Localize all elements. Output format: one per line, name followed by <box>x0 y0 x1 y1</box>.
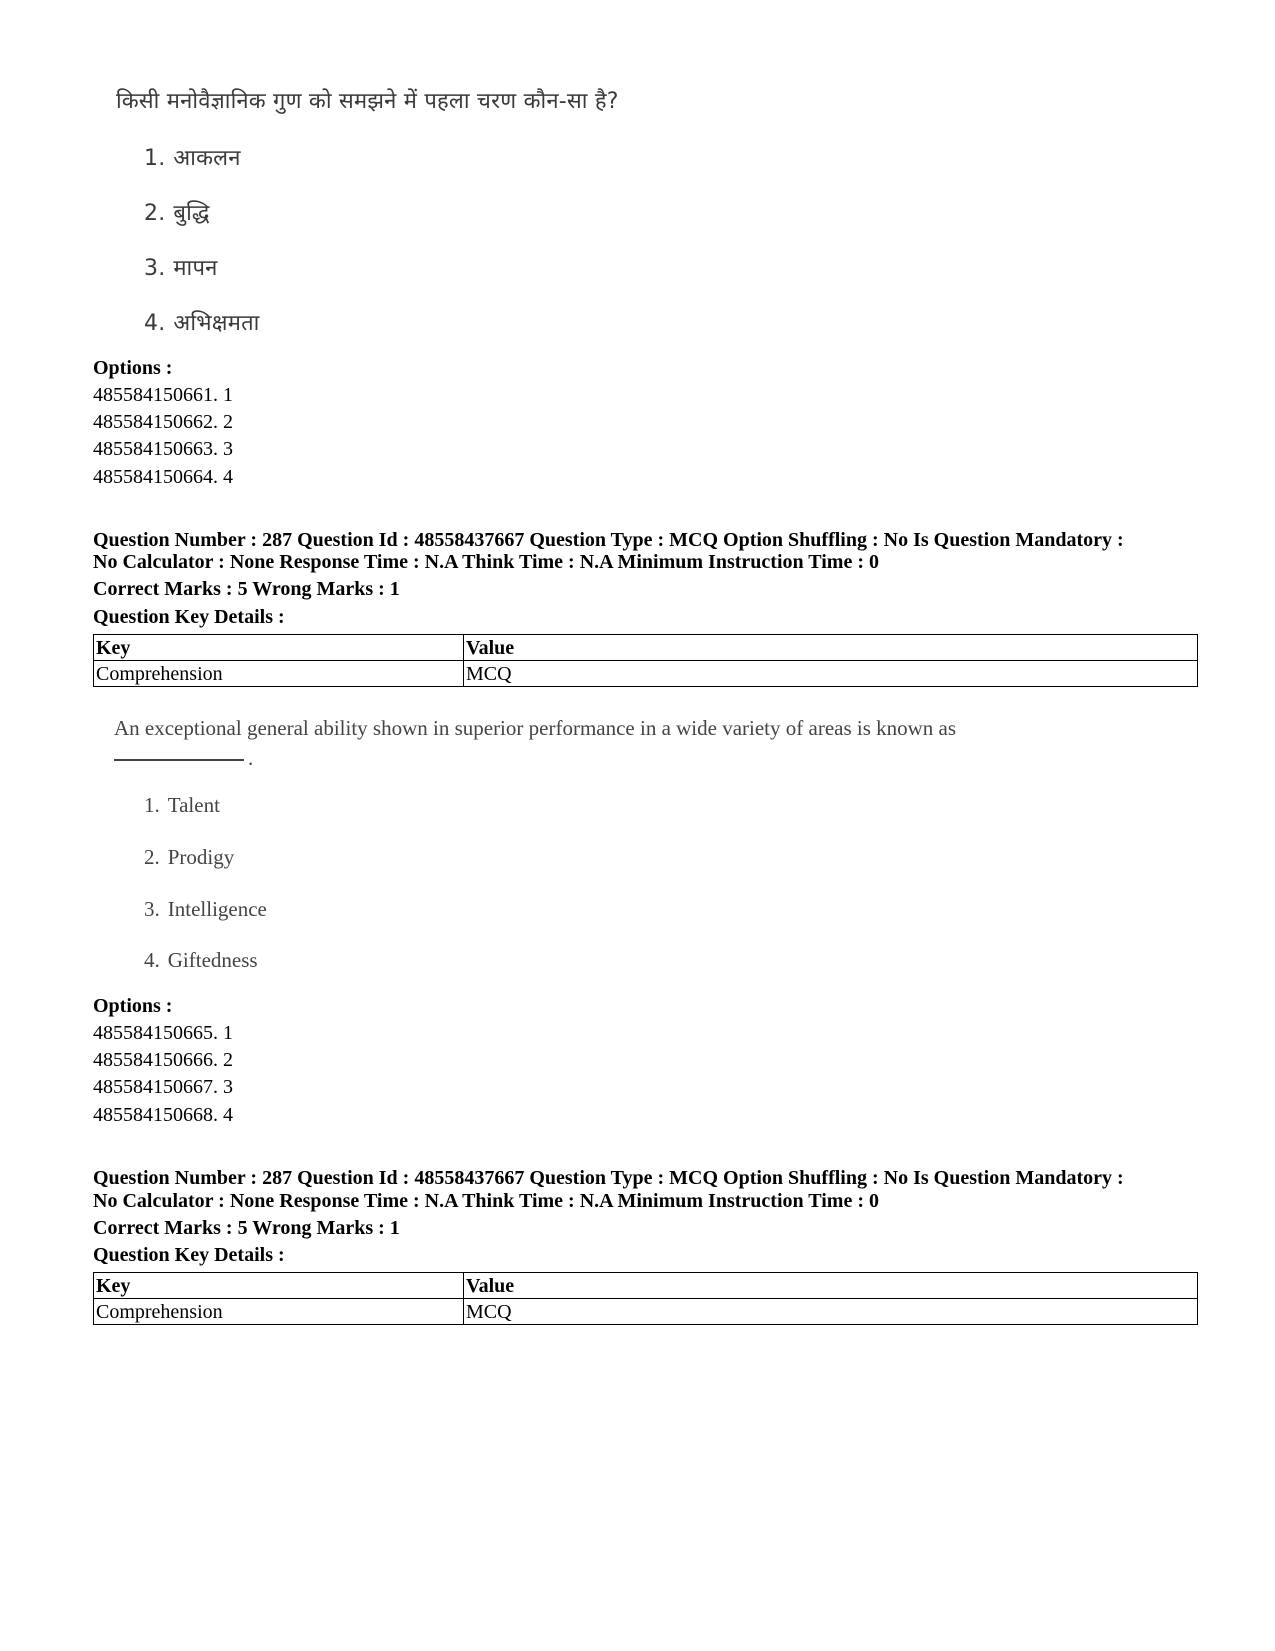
question-meta-line: No Calculator : None Response Time : N.A Think Time : N.A Minimum Instruction Time : 0 <box>93 1190 879 1212</box>
question-choice: 4. Giftedness <box>144 948 258 972</box>
key-details-label: Question Key Details : <box>93 606 285 628</box>
option-id: 485584150663. 3 <box>93 438 233 460</box>
table-header-row <box>94 1273 1198 1299</box>
option-id: 485584150668. 4 <box>93 1104 233 1126</box>
question-text: किसी मनोवैज्ञानिक गुण को समझने में पहला चरण कौन-सा है? <box>116 89 619 114</box>
table-cell: MCQ <box>464 1299 1198 1325</box>
question-choice: 2. बुद्धि <box>144 201 210 226</box>
option-id: 485584150667. 3 <box>93 1076 233 1098</box>
option-id: 485584150666. 2 <box>93 1049 233 1071</box>
option-id: 485584150661. 1 <box>93 384 233 406</box>
question-meta-line: Question Number : 287 Question Id : 48558437667 Question Type : MCQ Option Shuffling : No Is Question Mandatory : <box>93 1167 1124 1189</box>
marks-line: Correct Marks : 5 Wrong Marks : 1 <box>93 1217 400 1239</box>
table-cell: Comprehension <box>94 1299 464 1325</box>
table-row <box>94 1299 1198 1325</box>
table-header-cell: Key <box>94 1273 464 1299</box>
table-header-row <box>94 635 1198 661</box>
table-cell: MCQ <box>464 661 1198 687</box>
key-details-table <box>93 1272 1198 1325</box>
question-image-2 <box>110 700 1110 990</box>
question-choice: 3. मापन <box>144 256 218 281</box>
options-label: Options : <box>93 357 173 379</box>
marks-line: Correct Marks : 5 Wrong Marks : 1 <box>93 578 400 600</box>
key-details-label: Question Key Details : <box>93 1244 285 1266</box>
question-choice: 4. अभिक्षमता <box>144 311 260 336</box>
table-header-cell: Key <box>94 635 464 661</box>
table-cell: Comprehension <box>94 661 464 687</box>
question-choice: 2. Prodigy <box>144 845 235 869</box>
question-text: An exceptional general ability shown in superior performance in a wide variety of areas is known as <box>114 716 957 740</box>
question-image-1 <box>110 0 810 350</box>
option-id: 485584150662. 2 <box>93 411 233 433</box>
table-row <box>94 661 1198 687</box>
question-choice: 3. Intelligence <box>144 897 267 921</box>
option-id: 485584150665. 1 <box>93 1022 233 1044</box>
question-meta-line: No Calculator : None Response Time : N.A Think Time : N.A Minimum Instruction Time : 0 <box>93 551 879 573</box>
question-meta-line: Question Number : 287 Question Id : 48558437667 Question Type : MCQ Option Shuffling : No Is Question Mandatory : <box>93 529 1124 551</box>
question-choice: 1. Talent <box>144 793 220 817</box>
option-id: 485584150664. 4 <box>93 466 233 488</box>
question-blank: . <box>114 746 253 771</box>
key-details-table <box>93 634 1198 687</box>
table-header-cell: Value <box>464 635 1198 661</box>
table-header-cell: Value <box>464 1273 1198 1299</box>
blank-line <box>114 759 244 761</box>
question-choice: 1. आकलन <box>144 146 241 171</box>
options-label: Options : <box>93 995 173 1017</box>
